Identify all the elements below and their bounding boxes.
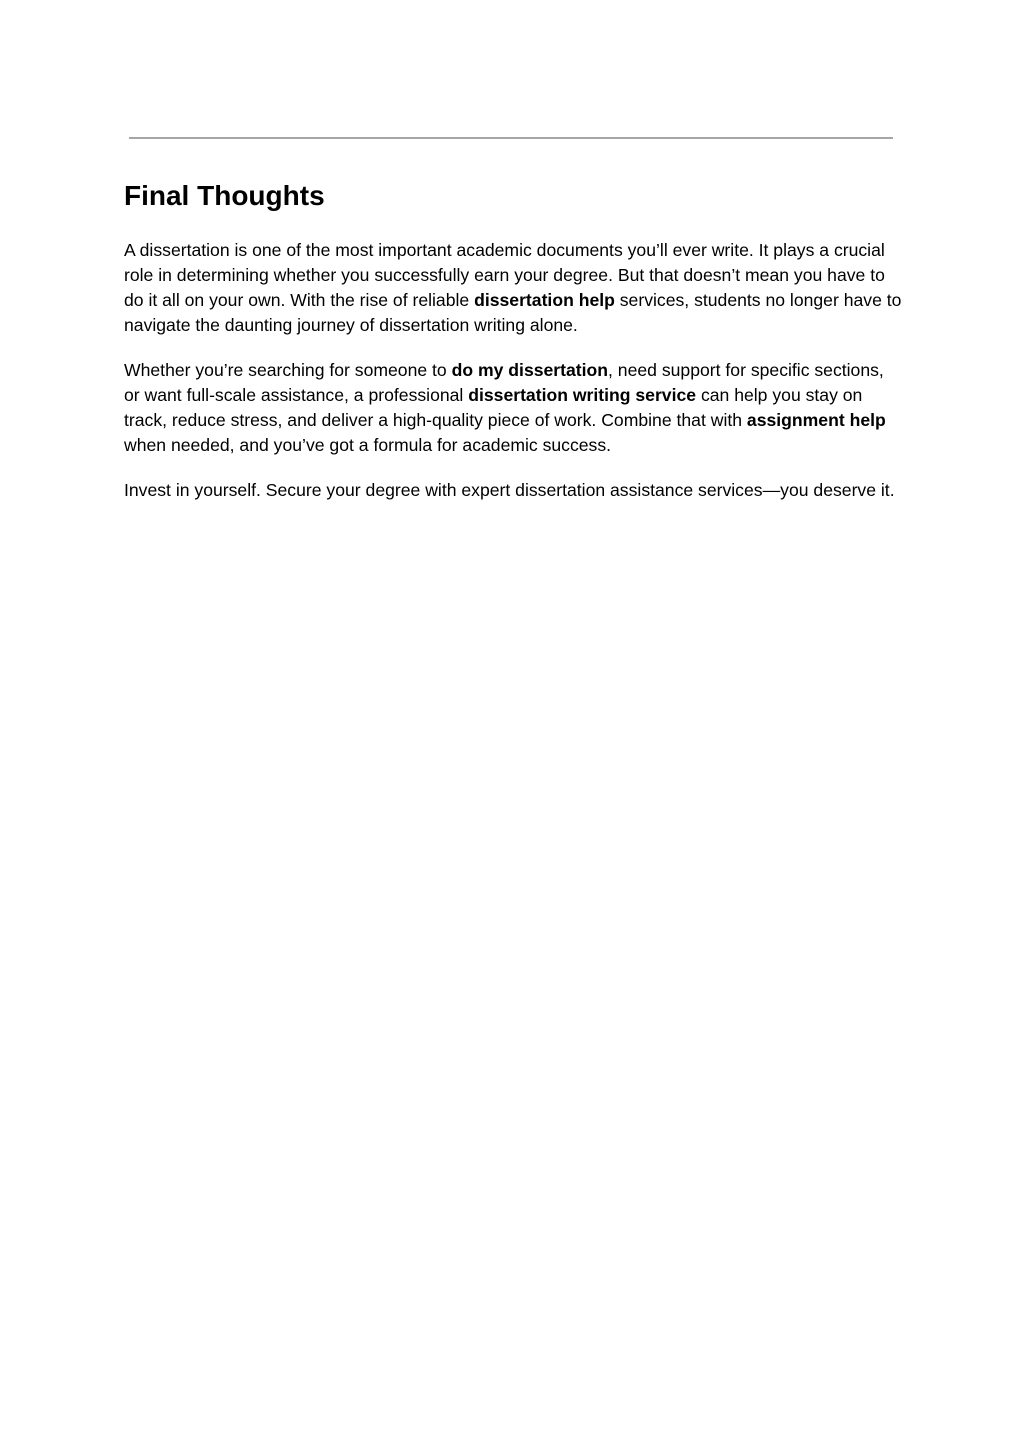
paragraph-services [124, 358, 904, 458]
paragraph-text: A dissertation is one of the most important academic documents you’ll ever write. It plays a crucial role in determining whether you successfully earn your degree. But that doesn’t mean you have to do it all on your own. With the rise of reliable [124, 240, 885, 310]
paragraph-intro [124, 238, 904, 338]
paragraph-text: when needed, and you’ve got a formula for academic success. [124, 435, 612, 455]
paragraph-text: services, students no longer have to navigate the daunting journey of dissertation writing alone. [124, 290, 902, 335]
bold-phrase-assignment-help: assignment help [746, 410, 886, 430]
paragraph-text: Whether you’re searching for someone to [124, 360, 452, 380]
bold-phrase-do-my-dissertation: do my dissertation [451, 360, 609, 380]
paragraph-text: , need support for specific sections, or want full-scale assistance, a professional [124, 360, 884, 405]
paragraph-text: can help you stay on track, reduce stress, and deliver a high-quality piece of work. Combine that with [124, 385, 863, 430]
bold-phrase-dissertation-writing-service: dissertation writing service [468, 385, 697, 405]
section-heading: Final Thoughts [124, 180, 325, 211]
horizontal-rule [129, 137, 893, 139]
bold-phrase-dissertation-help: dissertation help [474, 290, 615, 310]
paragraph-text: Invest in yourself. Secure your degree with expert dissertation assistance services—you deserve it. [124, 480, 895, 500]
paragraph-closing [124, 478, 904, 503]
